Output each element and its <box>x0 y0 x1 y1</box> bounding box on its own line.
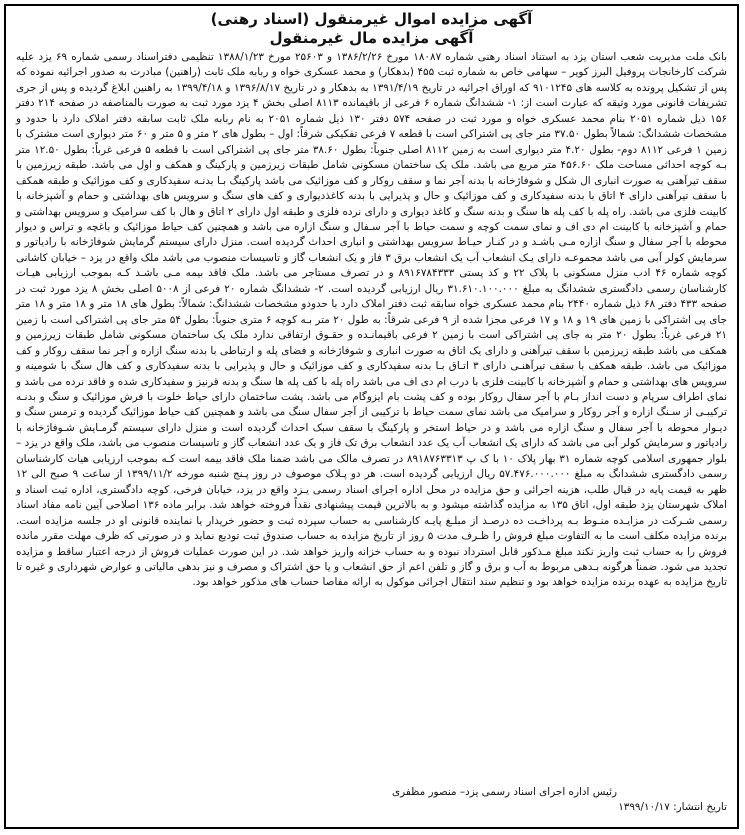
notice-title: آگهی مزایده اموال غیرمنقول (اسناد رهنی) <box>210 10 533 28</box>
notice-footer <box>6 785 737 815</box>
publish-date: تاریخ انتشار: ۱۳۹۹/۱۰/۱۷ <box>618 801 727 813</box>
notice-frame <box>4 4 739 829</box>
signature: رئیس اداره اجرای اسناد رسمی یزد– منصور مظفری <box>391 786 617 798</box>
notice-body: بانک ملت مدیریت شعب استان یزد به استناد اسناد رهنی شماره ۱۸۰۸۷ مورخ ۱۳۸۶/۲/۲۶ و ۲۵۶۰۳ مورخ ۱۳۸۸/۱/۲۳ تنظیمی دفتراسناد رسمی شماره ۶۹ یزد علیه شرکت کارخانجات پروفیل البرز کویر – سهامی خاص به شماره ثبت ۴۵۵ (بدهکار) و محمد عسکری خواه و ربابه ملک ثابت (راهنین) مبادرت به صدور اجرائیه نموده که پس از تشکیل پرونده به کلاسه های ۹۱۰۱۲۴۵ که اوراق اجرائیه در تاریخ ۱۳۹۱/۴/۱۹ به بدهکار و در تاریخ ۱۳۹۶/۸/۱۷ و ۱۳۹۹/۴/۱۸ به راهنین ابلاغ گردیده و پس از جری تشریفات قانونی مورد وثیقه که عبارت است از: ۱- ششدانگ شماره ۶ فرعی از باقیمانده ۸۱۱۳ اصلی بخش ۴ یزد مورد ثبت به صورت بالمناصفه در صفحه ۲۱۴ دفتر ۱۵۶ ذیل شماره ۲۰۵۱ بنام محمد عسکری خواه و مورد ثبت در صفحه ۵۷۴ دفتر ۱۳۰ ذیل شماره ۲۰۵۱ به نام ربابه ملک ثابت سابقه دفتر املاک دارد با حدود و مشخصات ششدانگ: شمالاً بطول ۳۷.۵۰ متر جای پی اشتراکی است با قطعه ۷ فرعی تفکیکی شرقاً: اول – بطول های ۲ متر و ۵ متر و ۶۰ متر دیواری است مشترک با زمین ۱ فرعی ۸۱۱۲ دوم- بطول ۴.۲۰ متر دیواری است به زمین ۸۱۱۲ اصلی جنوباً: بطول ۳۸.۶۰ متر جای پی اشتراکی است با قطعه ۵ فرعی غرباً: بطول ۱۲.۵۰ متر بـه کوچه احداثی مساحت ملک ۴۵۶.۶۰ متر مربع می باشد. ملک یک ساختمان مسکونی شامل طبقات زیرزمین و پارکینگ و همکف و اول می باشد. طبقه زیرزمین با سقف تیرآهنی به صورت انباری ال شکل و شوفاژخانه با بدنه آجر نما و سقف روکار و کف موزائیک می باشد پارکینگ بـا بدنـه سفیدکاری و کف موزائیک و طبقه همکف با سقف تیرآهنی دارای ۴ اتاق با بدنه سفیدکاری و کف موزائیک و حال و پذیرایی با بدنه کاغذدیواری و کف های سنگ و سرویس های بهداشتی و حمام و آشپزخانه با کابینت فلزی می باشد. راه پله با کف پله ها سنگ و بدنه سنگ و کاغذ دیواری و دارای نرده فلزی و طبقه اول دارای ۲ اتاق و هال با کف سرامیک و سرویس بهداشتی و حمام و آشپزخانه با کابینت ام دی اف و نمای سمت کوچه و سمت حیاط با آجر سـفال و سنگ ازاره می باشد و همچنین کف حیاط موزائیک و باغچه و تراس و دیوار محوطه با آجر سفال و سنگ ازاره مـی باشـد و در کنـار حیـاط سرویس بهداشتی و انباری احداث گردیده است. منزل دارای سیستم گرمایش شوفاژخانه با رادیاتور و سرمایش کولر آبی می باشد مجموعـه دارای یـک انشعاب آب یک انشعاب برق ۳ فاز و یک انشعاب گاز و تاسیسات منصوب می باشد ملک واقع در یزد – خیابان کاشانی کوچه شماره ۴۶ ادب منزل مسکونی با پلاک ۲۲ و کد پستی ۸۹۱۶۷۸۴۳۳۳ و در تصرف مستاجر می باشد. ملک فاقد بیمه مـی باشـد کـه بموجب ارزیابی هیـات کارشناسان رسمی دادگستری ششدانگ به مبلغ ۳۱.۶۱۰.۱۰۰.۰۰۰ ریال ارزیابی گردیده است. ۲- ششدانگ شماره ۲۰ فرعی از ۵۰۰۸ اصلی بخش ۸ یزد مورد ثبت در صفحه ۴۳۳ دفتر ۶۸ ذیل شماره ۲۴۴۰ بنام محمد عسکری خواه سابقه ثبت دفتر املاک دارد با حدودو مشخصات ششدانگ: شمالاً: بطول های ۱۸ متر و ۱۸ متر و ۱۸ متر جای پی اشتراکی با زمین های ۱۹ و ۱۸ و ۱۷ فرعی مجزا شده از ۹ فرعی شرقاً: به طول ۲۰ متر بـه کوچه ۶ متری جنوباً: بطول ۵۴ متر جای پی اشتراکی است با زمین ۲۱ فرعی غرباً: بطول ۲۰ متر به جای پی اشتراکی است با زمین ۲ فرعی باقیمانـده و حقـوق ارتفاقی ندارد ملک یک ساختمان مسکونی شامل طبقات زیرزمین و همکف می باشد طبقه زیرزمین با سقف تیرآهنی و دارای یک اتاق به صورت انباری و شوفاژخانه و فضای پله و ارتباطی با بدنه سنگ ازاره و آجر نما سقف روکار و کف موزائیک می باشد. طبقه همکف با سقف تیرآهنـی دارای ۳ اتـاق بـا بدنه سفیدکاری و کف موزائیک و حال و پذیرایی با بدنه سفیدکاری و کف هال سنگ با شومینه و سرویس های بهداشتی و حمام و آشپزخانه با کابینت فلزی با درب ام دی اف می باشد راه پله با کف پله ها سنگ و بدنه قرنیز و سفیدکاری شده و فاقد نرده می باشد و نمای اطراف سرپام و دست انداز بـام با آجر سفال روکار بوده و کف پشت بام ایزوگام می باشد. پشت ساختمان دارای حیاط خلوت با فرش موزائیک و سنگ و بدنـه ترکیبـی از سـنگ ازاره و آجر روکار و سرامیک می باشد نمای سمت حیاط با ترکیبی از آجر سفال سنگ می باشد و همچنین کف حیاط موزائیک گردیده و ترمس سنگ و دیـوار محوطه با آجر سفال و سنگ ازاره می باشد و در حیاط استخر و پارکینگ با سقف سبک احداث گردیده است و منزل دارای سیستم گرمـایش شـوفاژخانه با رادیاتور و سرمایش کولر آبی می باشد که دارای یک انشعاب آب یک عدد انشعاب برق تک فاز و یک عدد انشعاب گاز و تاسیسات منصوب می باشد، ملک واقع در یزد – بلوار جمهوری اسلامی کوچه شماره ۳۱ بهار پلاک ۱۰ با ک پ ۸۹۱۸۷۶۳۳۱۳ در تصرف مالک می باشد ضمنا ملک فاقد بیمه است کـه بموجب ارزیابی هیات کارشناسان رسمی دادگستری ششدانگ به مبلغ ۵۷.۴۷۶.۰۰۰.۰۰۰ ریال ارزیابی گردیده است. هر دو پـلاک موصوف در روز پـنج شنبه مورخه ۱۳۹۹/۱۱/۲ از ساعت ۹ صبح الی ۱۲ ظهر به قیمت پایه در قبال طلب، هزینه اجرائی و حق مزایده در محل اداره اجرای اسناد رسمی یـزد واقع در یزد، خیابان فرخی، کوچه دادگستری، اداره ثبت اسناد و املاک شهرستان یزد طبقه اول، اتاق ۱۳۵ به مزایده گذاشته میشود و به بالاترین قیمت پیشنهادی نقداً فروخته خواهد شد. برابر ماده ۱۳۶ اصلاحی آیین نامه مفاد اسناد رسمی شـرکت در مزایـده منـوط بـه پرداخـت ده درصـد از مبلـغ پایـه کارشناسی به حساب سپرده ثبت و حضور خریدار یا نماینده قانونی او در جلسه مزایده است. برنده مزایده مکلف است ما به التفاوت مبلغ فروش را ظـرف مدت ۵ روز از تاریخ مزایده به حساب صندوق ثبت تودیع نماید و در صورتی که ظرف مهلت مقرر مانده فروش را به حساب ثبت واریز نکند مبلغ مـذکور قابل استرداد نبوده و به حساب خزانه واریز خواهد شد. در این صورت عملیات فروش از درجه اعتبار ساقط و مزایده تجدید می شود. ضمناً هرگونه بـدهی مربوط به آب و برق و گاز و تلفن اعم از حق انشعاب و یا حق اشتراک و مصرف و نیز بدهی مالیاتی و عوارض شهرداری و غیره تا تاریخ مزایده به عهده برنده مزایده خواهد بود و تنظیم سند انتقال اجرائی موکول به ارائه مفاصا حساب های مذکور خواهد بود. <box>16 51 728 589</box>
notice-subtitle: آگهی مزایده مال غیرمنقول <box>269 29 474 47</box>
notice-header <box>6 6 737 48</box>
